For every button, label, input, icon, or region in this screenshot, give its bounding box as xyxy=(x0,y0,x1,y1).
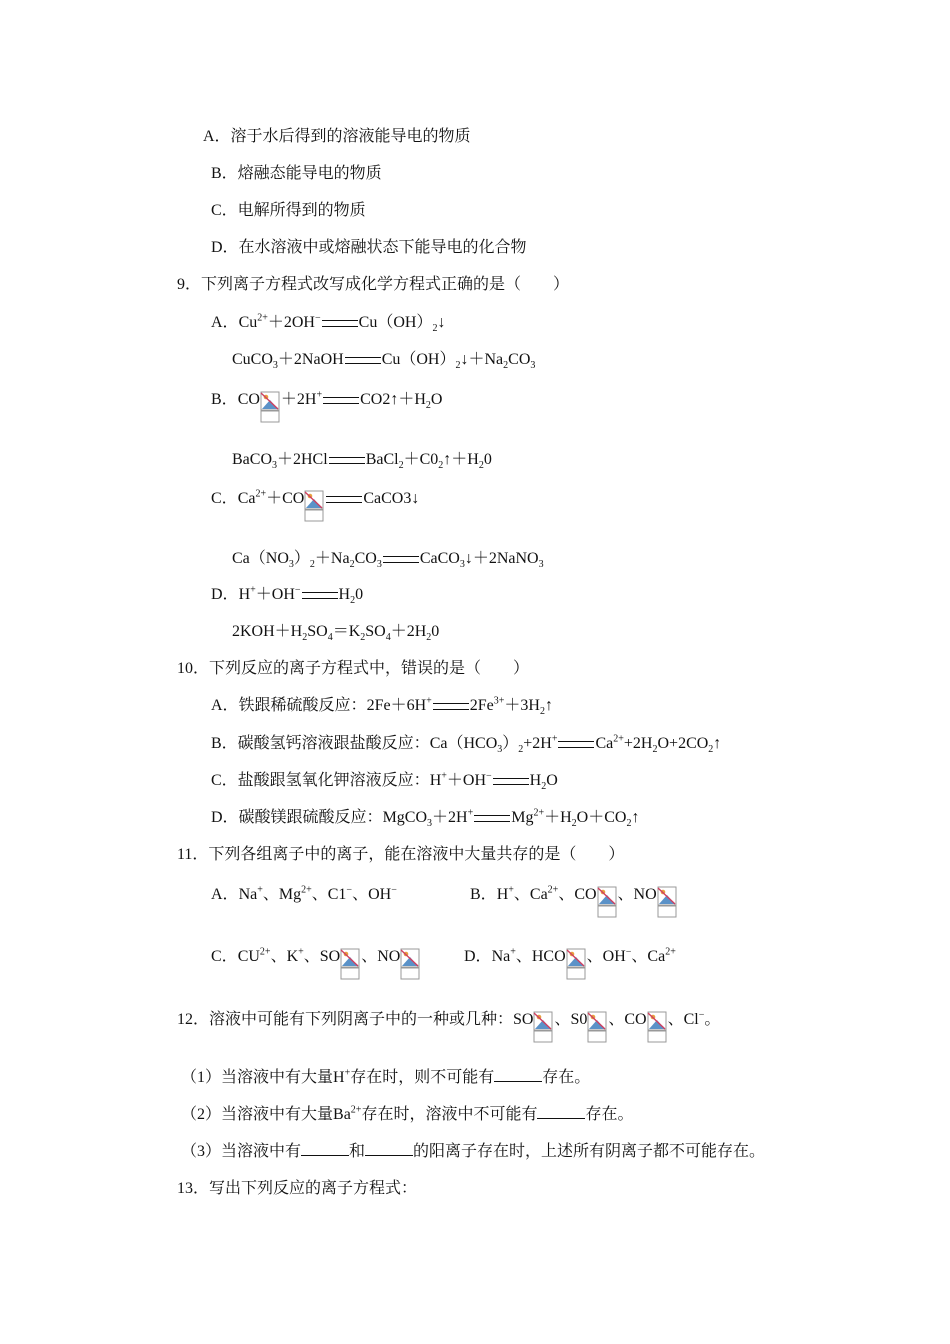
q11-option-b: B．H+、$Ca^{2+}$、CO 、NO xyxy=(470,884,678,925)
q13-stem: 13．写出下列反应的离子方程式： xyxy=(177,1180,418,1197)
q11-option-a: A．Na+、$Mg^{2+}$、C1−、OH− xyxy=(211,884,397,903)
broken-image-icon xyxy=(586,1009,608,1050)
q10-option-a: A．铁跟稀硫酸反应：2Fe＋6H+ $2Fe^{3+}+3H_2↑$ xyxy=(211,695,553,718)
q10-option-d: D．碳酸镁跟硫酸反应：MgCO$_3$＋2H+ $Mg^{2+}+H_2O+CO_2↑$ xyxy=(211,807,640,830)
answer-blank[interactable] xyxy=(494,1067,542,1082)
q9-option-b-ionic: B．CO ＋2H+ $CO2↑+H_2O$ xyxy=(211,389,442,430)
q8-option-d: D．在水溶液中或熔融状态下能导电的化合物 xyxy=(211,239,527,256)
q10-stem: 10．下列反应的离子方程式中，错误的是（ ） xyxy=(177,660,530,677)
q9-option-d-molecular: $2KOH+H_2SO_4=K_2SO_4+2H_20$ xyxy=(232,623,440,644)
q8-option-b: B．熔融态能导电的物质 xyxy=(211,165,382,182)
q9-option-a-ionic: A．$Cu^{2+}+2OH^-$ $Cu(OH)_2↓$ xyxy=(211,312,446,335)
broken-image-icon xyxy=(565,946,587,987)
q11-option-d: D．Na+、HCO 、OH−、$Ca^{2+}$ xyxy=(464,946,676,987)
q12-part-1: （1）当溶液中有大量H+存在时，则不可能有 存在。 xyxy=(181,1067,591,1086)
q10-option-b: B．碳酸氢钙溶液跟盐酸反应：$Ca(HCO_3)_2+2H^+$ $Ca^{2+}+2H_2O+2CO_2↑$ xyxy=(211,733,722,756)
broken-image-icon xyxy=(303,488,325,529)
q8-option-c: C．电解所得到的物质 xyxy=(211,202,366,219)
broken-image-icon xyxy=(339,946,361,987)
q12-stem: 12．溶液中可能有下列阴离子中的一种或几种：SO 、S0 、CO 、Cl−。 xyxy=(177,1009,720,1050)
broken-image-icon xyxy=(532,1009,554,1050)
broken-image-icon xyxy=(399,946,421,987)
broken-image-icon xyxy=(259,389,281,430)
q11-stem: 11．下列各组离子中的离子，能在溶液中大量共存的是（ ） xyxy=(177,846,625,863)
answer-blank[interactable] xyxy=(537,1104,585,1119)
answer-blank[interactable] xyxy=(365,1141,413,1156)
q9-stem: 9．下列离子方程式改写成化学方程式正确的是（ ） xyxy=(177,276,570,293)
q9-option-a-molecular: CuCO$_3$＋2NaOH $Cu(OH)_2↓+Na_2CO_3$ xyxy=(232,351,536,372)
broken-image-icon xyxy=(596,884,618,925)
broken-image-icon xyxy=(656,884,678,925)
q11-option-c: C．$CU^{2+}$、K+、SO 、NO xyxy=(211,946,421,987)
q8-option-a: A．溶于水后得到的溶液能导电的物质 xyxy=(203,128,471,145)
q9-option-b-molecular: BaCO$_3$＋2HCl $BaCl_2+C0_2↑+H_20$ xyxy=(232,451,492,472)
q12-part-3: （3）当溶液中有 和 的阳离子存在时，上述所有阴离子都不可能存在。 xyxy=(181,1143,766,1160)
q9-option-c-molecular: $Ca(NO_3)_2+Na_2CO_3$ CaCO$_3$↓＋2NaNO$_3$ xyxy=(232,550,544,571)
broken-image-icon xyxy=(646,1009,668,1050)
q9-option-c-ionic: C．$Ca^{2+}+CO$ CaCO3↓ xyxy=(211,488,419,529)
q10-option-c: C．盐酸跟氢氧化钾溶液反应：H+＋OH− $H_2O$ xyxy=(211,770,558,793)
q9-option-d-ionic: D．H+＋OH− $H_20$ xyxy=(211,584,364,607)
answer-blank[interactable] xyxy=(301,1141,349,1156)
q12-part-2: （2）当溶液中有大量$Ba^{2+}$存在时，溶液中不可能有 存在。 xyxy=(181,1104,634,1123)
